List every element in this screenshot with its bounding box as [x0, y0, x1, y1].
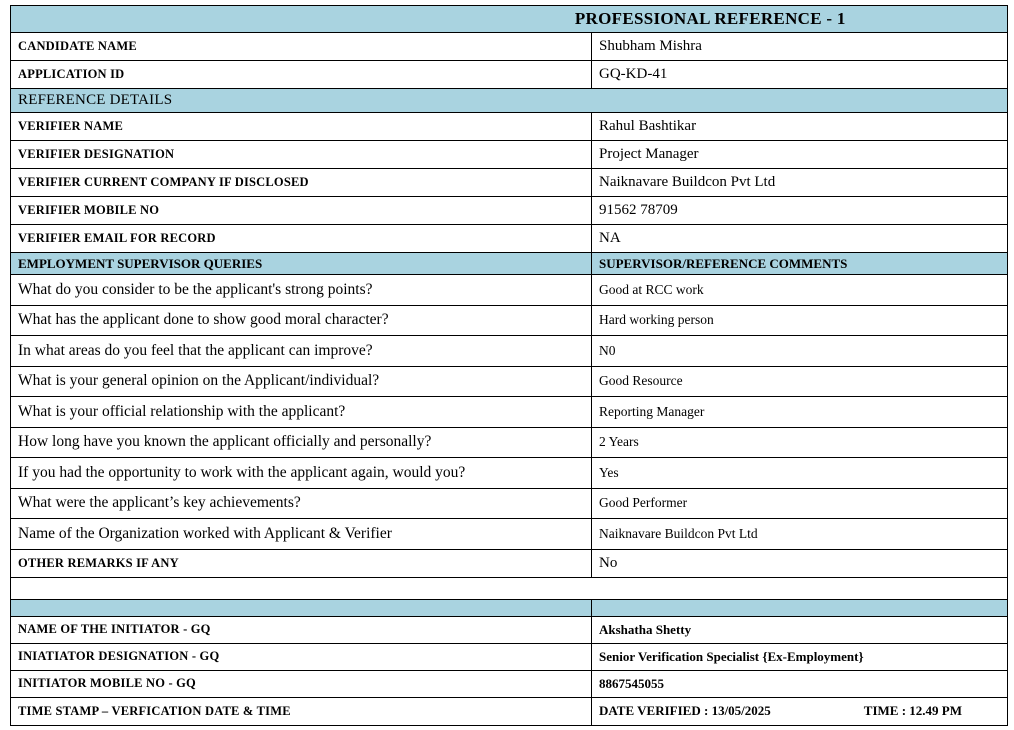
initiator-mobile-label: INITIATOR MOBILE NO - GQ [11, 670, 592, 697]
initiator-name-label: NAME OF THE INITIATOR - GQ [11, 616, 592, 643]
initiator-mobile-value: 8867545055 [592, 670, 1008, 697]
verifier-mobile-value: 91562 78709 [592, 197, 1008, 225]
answer-key-achievements: Good Performer [592, 488, 1008, 519]
other-remarks-value: No [592, 549, 1008, 577]
answer-work-again: Yes [592, 458, 1008, 489]
question-key-achievements: What were the applicant’s key achievements? [11, 488, 592, 519]
question-known-duration: How long have you known the applicant officially and personally? [11, 427, 592, 458]
divider-strip-left [11, 599, 592, 616]
question-moral-character: What has the applicant done to show good moral character? [11, 305, 592, 336]
date-verified-value: DATE VERIFIED : 13/05/2025 [599, 703, 771, 718]
question-strong-points: What do you consider to be the applicant's strong points? [11, 275, 592, 306]
initiator-designation-label: INIATIATOR DESIGNATION - GQ [11, 643, 592, 670]
answer-official-relationship: Reporting Manager [592, 397, 1008, 428]
queries-header-left: EMPLOYMENT SUPERVISOR QUERIES [11, 253, 592, 275]
answer-moral-character: Hard working person [592, 305, 1008, 336]
verifier-company-value: Naiknavare Buildcon Pvt Ltd [592, 169, 1008, 197]
reference-table [10, 5, 1008, 726]
initiator-designation-value: Senior Verification Specialist {Ex-Employment} [592, 643, 1008, 670]
verifier-email-value: NA [592, 225, 1008, 253]
answer-improve: N0 [592, 336, 1008, 367]
time-verified-value: TIME : 12.49 PM [863, 703, 962, 718]
candidate-name-label: CANDIDATE NAME [11, 33, 592, 61]
answer-organization: Naiknavare Buildcon Pvt Ltd [592, 519, 1008, 550]
queries-header-right: SUPERVISOR/REFERENCE COMMENTS [592, 253, 1008, 275]
verifier-designation-label: VERIFIER DESIGNATION [11, 141, 592, 169]
page-title [11, 6, 1008, 33]
page-title-text: PROFESSIONAL REFERENCE - 1 [574, 9, 846, 28]
reference-sheet [10, 5, 1007, 726]
verifier-company-label: VERIFIER CURRENT COMPANY IF DISCLOSED [11, 169, 592, 197]
question-official-relationship: What is your official relationship with the applicant? [11, 397, 592, 428]
timestamp-value-cell [592, 697, 1008, 725]
verifier-name-value: Rahul Bashtikar [592, 113, 1008, 141]
reference-details-header: REFERENCE DETAILS [11, 89, 1008, 113]
verifier-designation-value: Project Manager [592, 141, 1008, 169]
verifier-name-label: VERIFIER NAME [11, 113, 592, 141]
divider-strip-right [592, 599, 1008, 616]
other-remarks-label: OTHER REMARKS IF ANY [11, 549, 592, 577]
application-id-value: GQ-KD-41 [592, 61, 1008, 89]
answer-strong-points: Good at RCC work [592, 275, 1008, 306]
question-work-again: If you had the opportunity to work with the applicant again, would you? [11, 458, 592, 489]
verifier-mobile-label: VERIFIER MOBILE NO [11, 197, 592, 225]
question-improve: In what areas do you feel that the applicant can improve? [11, 336, 592, 367]
candidate-name-value: Shubham Mishra [592, 33, 1008, 61]
question-general-opinion: What is your general opinion on the Applicant/individual? [11, 366, 592, 397]
answer-general-opinion: Good Resource [592, 366, 1008, 397]
verifier-email-label: VERIFIER EMAIL FOR RECORD [11, 225, 592, 253]
application-id-label: APPLICATION ID [11, 61, 592, 89]
spacer-row [11, 577, 1008, 599]
question-organization: Name of the Organization worked with Applicant & Verifier [11, 519, 592, 550]
timestamp-label: TIME STAMP – VERFICATION DATE & TIME [11, 697, 592, 725]
initiator-name-value: Akshatha Shetty [592, 616, 1008, 643]
answer-known-duration: 2 Years [592, 427, 1008, 458]
